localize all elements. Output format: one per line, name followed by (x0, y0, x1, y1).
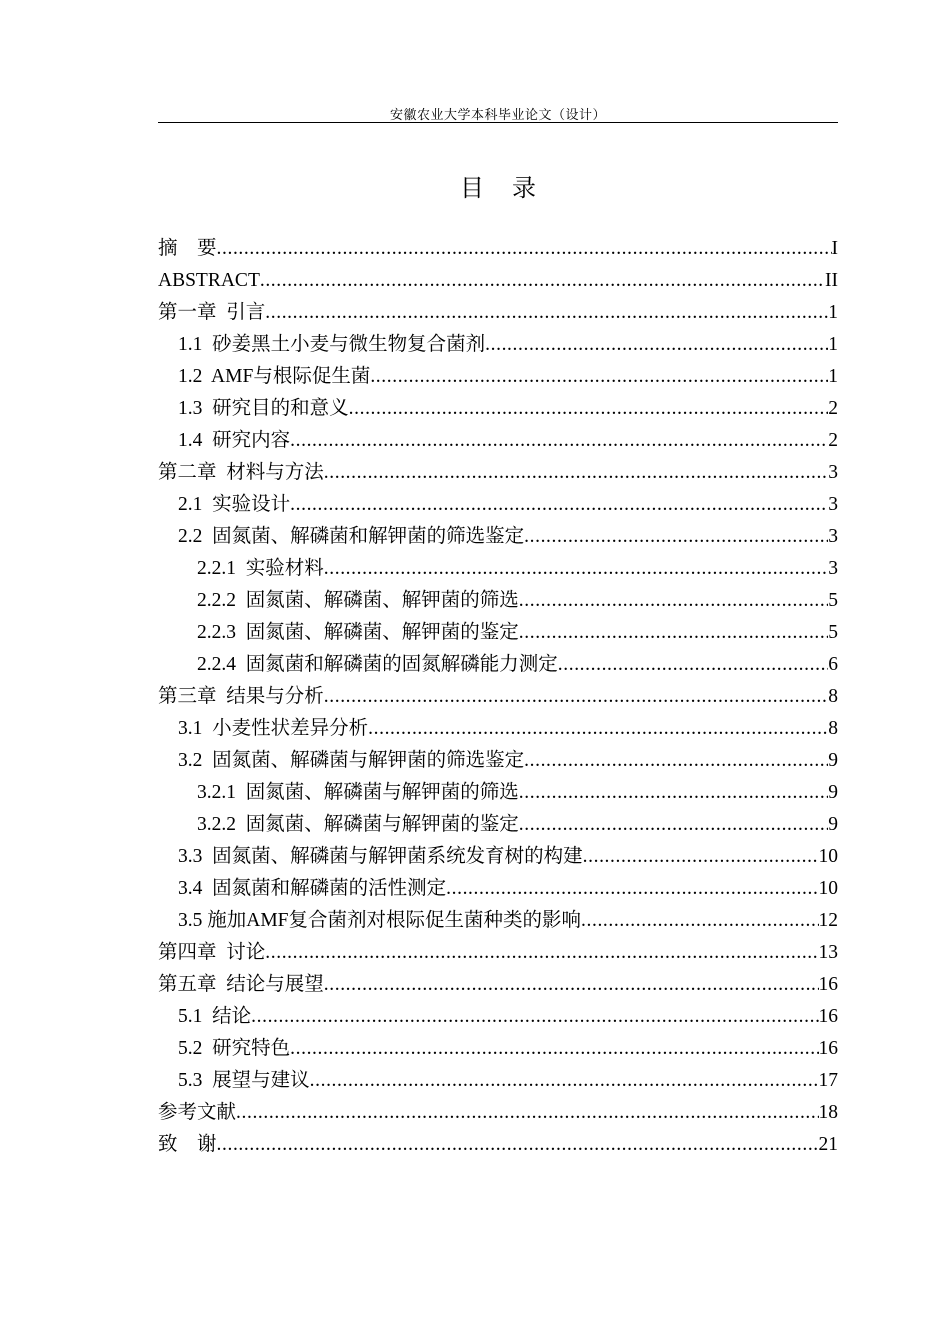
toc-dot-leader (558, 649, 828, 681)
toc-entry[interactable] (158, 553, 838, 585)
running-header: 安徽农业大学本科毕业论文（设计） (389, 107, 606, 122)
toc-entry[interactable] (158, 649, 838, 681)
toc-dot-leader (217, 233, 832, 265)
toc-dot-leader (519, 809, 828, 841)
toc-dot-leader (524, 745, 828, 777)
toc-entry-label: 1.3 研究目的和意义 (178, 398, 349, 419)
toc-dot-leader (290, 489, 828, 521)
toc-entry-page: 1 (828, 302, 838, 323)
toc-entry-page: 9 (828, 750, 838, 771)
toc-entry[interactable] (158, 873, 838, 905)
toc-entry[interactable] (158, 1097, 838, 1129)
toc-entry[interactable] (158, 489, 838, 521)
toc-entry[interactable] (158, 233, 838, 265)
toc-entry-label: 2.1 实验设计 (178, 494, 291, 515)
toc-entry-page: 17 (818, 1070, 838, 1091)
toc-entry[interactable] (158, 1033, 838, 1065)
toc-entry-label: 3.2 固氮菌、解磷菌与解钾菌的筛选鉴定 (178, 750, 525, 771)
toc-dot-leader (370, 361, 828, 393)
toc-entry-label: 5.1 结论 (178, 1006, 252, 1027)
toc-entry-page: 1 (828, 334, 838, 355)
toc-entry[interactable] (158, 617, 838, 649)
toc-dot-leader (349, 393, 829, 425)
toc-entry-page: 3 (828, 494, 838, 515)
header-rule (158, 122, 838, 123)
toc-entry[interactable] (158, 809, 838, 841)
toc-dot-leader (368, 713, 828, 745)
toc-dot-leader (324, 969, 819, 1001)
toc-dot-leader (265, 297, 828, 329)
toc-entry-page: 6 (828, 654, 838, 675)
toc-entry-page: 18 (818, 1102, 838, 1123)
toc-entry[interactable] (158, 1129, 838, 1161)
toc-entry[interactable] (158, 265, 838, 297)
toc-entry[interactable] (158, 393, 838, 425)
toc-entry-page: 1 (828, 366, 838, 387)
toc-entry-page: 9 (828, 782, 838, 803)
toc-entry-label: 3.2.2 固氮菌、解磷菌与解钾菌的鉴定 (197, 814, 519, 835)
toc-entry-label: 2.2.2 固氮菌、解磷菌、解钾菌的筛选 (197, 590, 519, 611)
toc-entry[interactable] (158, 457, 838, 489)
toc-dot-leader (519, 585, 828, 617)
toc-dot-leader (524, 521, 828, 553)
toc-entry[interactable] (158, 1001, 838, 1033)
toc-dot-leader (519, 617, 828, 649)
toc-entry-label: 参考文献 (158, 1102, 237, 1123)
toc-entry[interactable] (158, 297, 838, 329)
toc-dot-leader (290, 425, 828, 457)
toc-dot-leader (324, 553, 828, 585)
toc-entry[interactable] (158, 745, 838, 777)
toc-dot-leader (581, 905, 818, 937)
toc-entry[interactable] (158, 713, 838, 745)
toc-entry-label: 3.5 施加AMF复合菌剂对根际促生菌种类的影响 (178, 910, 582, 931)
toc-dot-leader (217, 1129, 819, 1161)
toc-entry[interactable] (158, 777, 838, 809)
toc-entry-page: 3 (828, 526, 838, 547)
toc-entry-label: 第二章 材料与方法 (158, 462, 324, 483)
toc-entry-page: 12 (818, 910, 838, 931)
toc-entry-label: 1.2 AMF与根际促生菌 (178, 366, 371, 387)
toc-entry-page: 13 (818, 942, 838, 963)
toc-entry-page: I (831, 238, 838, 259)
toc-title: 目录 (460, 176, 564, 202)
toc-entry-page: 8 (828, 718, 838, 739)
toc-entry-page: 21 (818, 1134, 838, 1155)
toc-entry-page: 3 (828, 558, 838, 579)
toc-dot-leader (236, 1097, 818, 1129)
toc-entry-page: 16 (818, 1038, 838, 1059)
toc-entry-label: 2.2.3 固氮菌、解磷菌、解钾菌的鉴定 (197, 622, 519, 643)
toc-entry-label: 1.4 研究内容 (178, 430, 291, 451)
toc-entry-page: II (825, 270, 838, 291)
toc-entry-label: ABSTRACT (158, 270, 260, 291)
toc-entry-page: 5 (828, 590, 838, 611)
toc-entry-label: 3.4 固氮菌和解磷菌的活性测定 (178, 878, 447, 899)
toc-dot-leader (519, 777, 828, 809)
toc-entry-label: 2.2 固氮菌、解磷菌和解钾菌的筛选鉴定 (178, 526, 525, 547)
toc-dot-leader (265, 937, 818, 969)
toc-entry-page: 9 (828, 814, 838, 835)
toc-entry-label: 致 谢 (158, 1134, 217, 1155)
toc-dot-leader (324, 681, 828, 713)
toc-entry[interactable] (158, 329, 838, 361)
toc-entry-page: 5 (828, 622, 838, 643)
toc-entry-label: 3.3 固氮菌、解磷菌与解钾菌系统发育树的构建 (178, 846, 583, 867)
toc-dot-leader (251, 1001, 818, 1033)
toc-entry-label: 3.1 小麦性状差异分析 (178, 718, 369, 739)
toc-dot-leader (310, 1065, 819, 1097)
toc-entry-label: 5.2 研究特色 (178, 1038, 291, 1059)
toc-entry[interactable] (158, 681, 838, 713)
toc-entry-label: 2.2.4 固氮菌和解磷菌的固氮解磷能力测定 (197, 654, 558, 675)
toc-entry-label: 3.2.1 固氮菌、解磷菌与解钾菌的筛选 (197, 782, 519, 803)
table-of-contents (158, 233, 838, 1161)
toc-entry-label: 第四章 讨论 (158, 942, 266, 963)
toc-entry[interactable] (158, 521, 838, 553)
toc-dot-leader (446, 873, 818, 905)
toc-entry[interactable] (158, 1065, 838, 1097)
toc-entry[interactable] (158, 361, 838, 393)
toc-entry[interactable] (158, 585, 838, 617)
toc-entry-label: 5.3 展望与建议 (178, 1070, 310, 1091)
toc-dot-leader (260, 265, 825, 297)
toc-dot-leader (324, 457, 828, 489)
toc-entry-page: 10 (818, 846, 838, 867)
toc-entry-page: 10 (818, 878, 838, 899)
toc-entry-page: 8 (828, 686, 838, 707)
toc-entry-label: 1.1 砂姜黑土小麦与微生物复合菌剂 (178, 334, 486, 355)
toc-entry[interactable] (158, 937, 838, 969)
toc-entry-page: 3 (828, 462, 838, 483)
toc-entry-page: 16 (818, 974, 838, 995)
toc-entry[interactable] (158, 841, 838, 873)
toc-dot-leader (290, 1033, 818, 1065)
toc-entry-page: 16 (818, 1006, 838, 1027)
toc-entry-label: 2.2.1 实验材料 (197, 558, 324, 579)
toc-entry-page: 2 (828, 430, 838, 451)
toc-entry[interactable] (158, 969, 838, 1001)
toc-entry-page: 2 (828, 398, 838, 419)
toc-dot-leader (583, 841, 819, 873)
toc-entry-label: 第三章 结果与分析 (158, 686, 324, 707)
toc-dot-leader (485, 329, 828, 361)
toc-entry-label: 第五章 结论与展望 (158, 974, 324, 995)
toc-entry[interactable] (158, 905, 838, 937)
toc-entry[interactable] (158, 425, 838, 457)
toc-entry-label: 摘 要 (158, 238, 217, 259)
toc-entry-label: 第一章 引言 (158, 302, 266, 323)
